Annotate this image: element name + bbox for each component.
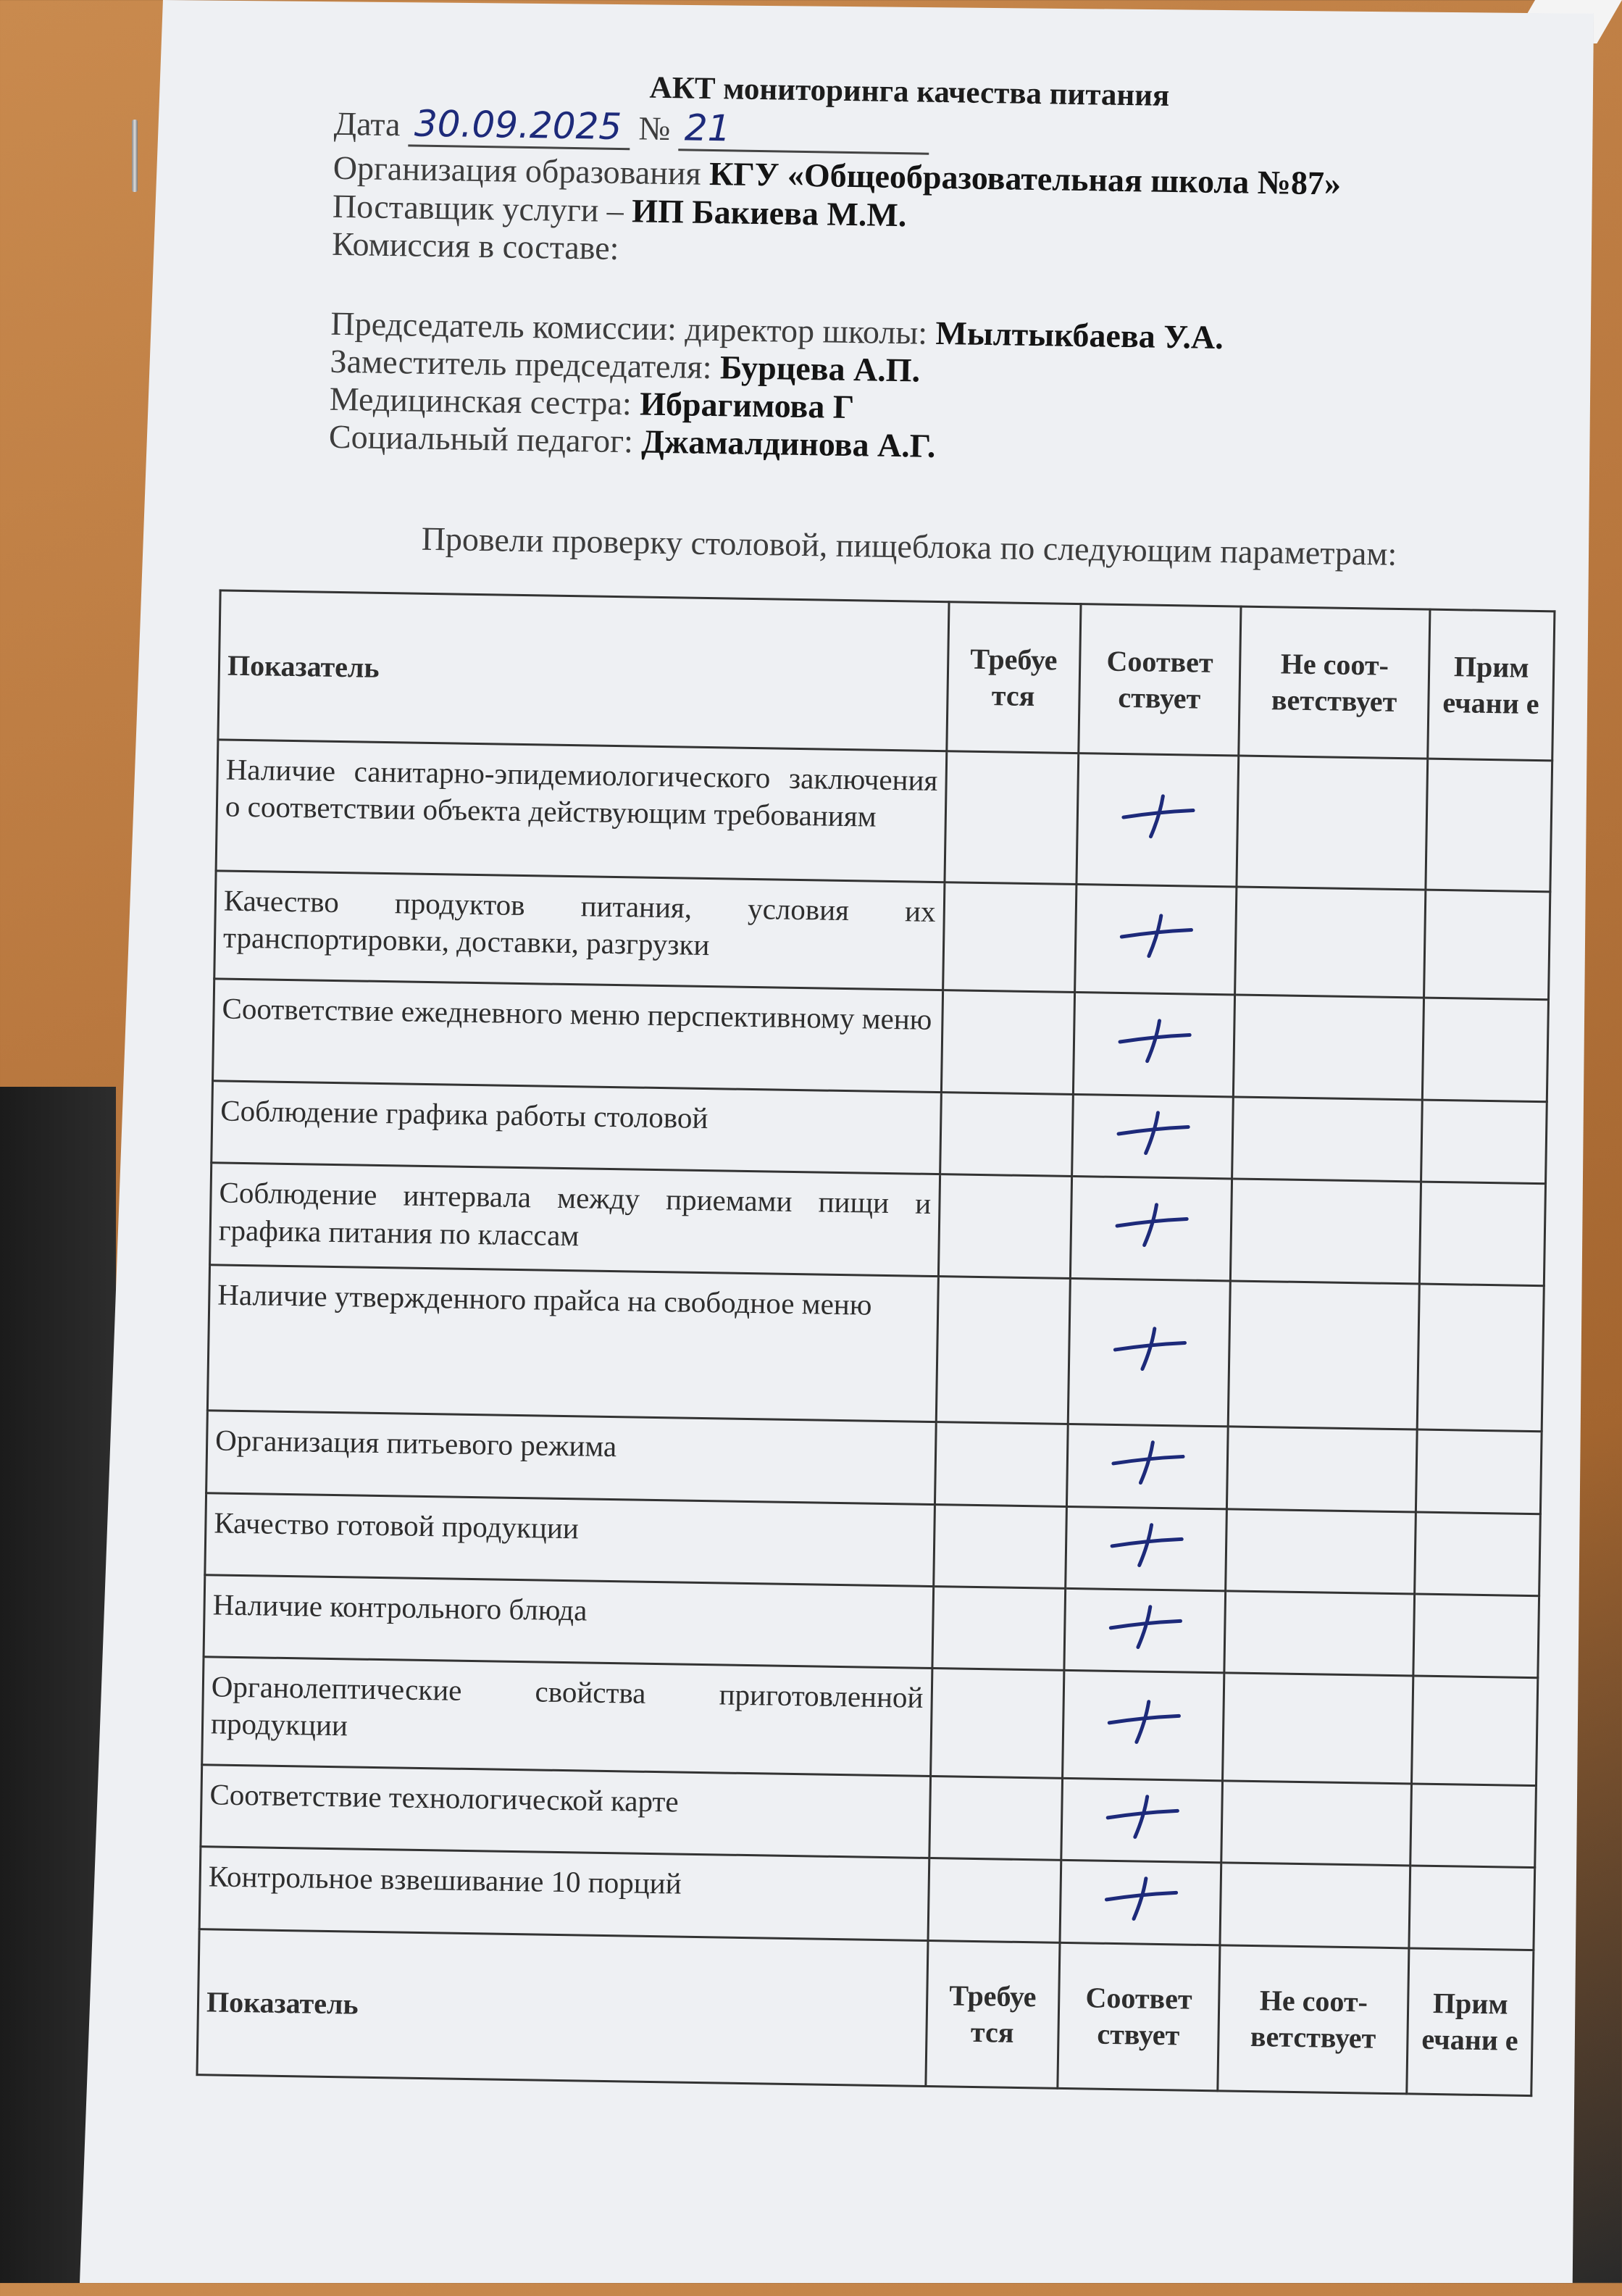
number-label: №: [638, 109, 671, 148]
handwritten-plus-mark: [1117, 814, 1197, 848]
handwritten-plus-mark: [1112, 1130, 1192, 1165]
row-required-cell: [945, 751, 1079, 885]
row-not-complies-cell: [1232, 1097, 1423, 1182]
social-value: Джамалдинова А.Г.: [641, 422, 936, 464]
table-row: [207, 1265, 1544, 1432]
table-row: [216, 740, 1552, 892]
row-note-cell: [1424, 890, 1550, 1000]
row-not-complies-cell: [1226, 1508, 1416, 1593]
row-note-cell: [1409, 1866, 1535, 1950]
commission-line: [332, 225, 619, 267]
row-indicator-label: Качество готовой продукции: [205, 1493, 935, 1586]
row-not-complies-cell: [1228, 1281, 1419, 1429]
row-indicator-label: Наличие санитарно-эпидемиологического заключения о соответствии объекта действующим требованиям: [216, 740, 946, 882]
row-note-cell: [1423, 998, 1549, 1102]
criteria-table: [196, 589, 1555, 2096]
handwritten-plus-mark: [1105, 1542, 1186, 1577]
row-complies-cell: [1063, 1588, 1225, 1673]
handwritten-plus-mark: [1101, 1814, 1182, 1849]
handwritten-plus-mark: [1111, 1222, 1191, 1257]
social-label: Социальный педагог:: [328, 417, 634, 460]
number-value: 21: [678, 107, 929, 154]
intro-text: Провели проверку столовой, пищеблока по следующим параметрам:: [421, 519, 1397, 572]
row-complies-cell: [1065, 1506, 1226, 1591]
row-not-complies-cell: [1235, 887, 1426, 998]
header-note: Прим ечани е: [1428, 609, 1555, 761]
handwritten-plus-mark: [1103, 1719, 1183, 1754]
document-title: АКТ мониторинга качества питания: [649, 70, 1170, 113]
row-note-cell: [1415, 1511, 1541, 1595]
row-complies-cell: [1066, 1424, 1228, 1509]
row-required-cell: [936, 1277, 1070, 1424]
handwritten-plus-mark: [1115, 933, 1195, 968]
row-indicator-label: Контрольное взвешивание 10 порций: [199, 1847, 929, 1940]
row-not-complies-cell: [1237, 756, 1428, 890]
date-line: [333, 101, 929, 155]
supplier-label: Поставщик услуги –: [332, 187, 624, 230]
row-indicator-label: Наличие утвержденного прайса на свободное меню: [207, 1265, 938, 1422]
row-indicator-label: Качество продуктов питания, условия их транспортировки, доставки, разгрузки: [214, 871, 945, 990]
row-required-cell: [933, 1504, 1066, 1588]
row-required-cell: [929, 1777, 1062, 1861]
header-required: Требуе тся: [946, 602, 1080, 753]
row-complies-cell: [1076, 753, 1238, 887]
row-complies-cell: [1062, 1670, 1224, 1780]
table-row: [214, 871, 1550, 1000]
footer-header-complies: Соответ ствует: [1057, 1942, 1220, 2090]
org-value: КГУ «Общеобразовательная школа №87»: [708, 154, 1342, 202]
org-label: Организация образования: [333, 149, 702, 192]
row-note-cell: [1413, 1594, 1539, 1678]
chair-label: Председатель комиссии: директор школы:: [330, 304, 928, 351]
footer-header-required: Требуе тся: [926, 1940, 1060, 2088]
row-not-complies-cell: [1224, 1591, 1415, 1676]
row-required-cell: [930, 1669, 1063, 1779]
chair-value: Мылтыкбаева У.А.: [935, 314, 1224, 356]
row-indicator-label: Соблюдение графика работы столовой: [212, 1081, 941, 1174]
date-label: Дата: [333, 104, 401, 143]
row-note-cell: [1417, 1284, 1544, 1432]
row-note-cell: [1416, 1429, 1542, 1514]
row-complies-cell: [1074, 885, 1237, 995]
row-note-cell: [1426, 759, 1552, 892]
row-not-complies-cell: [1227, 1427, 1418, 1511]
handwritten-plus-mark: [1104, 1624, 1184, 1659]
row-note-cell: [1421, 1100, 1547, 1184]
row-indicator-label: Органолептические свойства приготовленной продукции: [202, 1657, 932, 1777]
row-required-cell: [935, 1422, 1068, 1506]
handwritten-plus-mark: [1100, 1896, 1181, 1931]
row-indicator-label: Соответствие ежедневного меню перспективному меню: [213, 979, 943, 1093]
row-complies-cell: [1061, 1778, 1222, 1863]
handwritten-plus-mark: [1109, 1346, 1190, 1381]
row-required-cell: [938, 1174, 1071, 1279]
date-value: 30.09.2025: [409, 102, 631, 150]
footer-header-not-complies: Не соот-ветствует: [1218, 1945, 1409, 2093]
nurse-value: Ибрагимова Г: [639, 385, 855, 426]
table-footer-header-row: [197, 1929, 1534, 2095]
row-indicator-label: Наличие контрольного блюда: [204, 1574, 933, 1668]
row-required-cell: [940, 1093, 1073, 1177]
handwritten-plus-mark: [1107, 1460, 1187, 1495]
table-header-row: [218, 590, 1555, 761]
row-required-cell: [942, 882, 1076, 993]
footer-header-indicator: Показатель: [197, 1929, 928, 2086]
supplier-value: ИП Бакиева М.М.: [631, 192, 907, 234]
row-complies-cell: [1070, 1177, 1232, 1281]
row-not-complies-cell: [1230, 1179, 1421, 1284]
table-row: [202, 1657, 1538, 1786]
row-complies-cell: [1068, 1279, 1231, 1427]
row-complies-cell: [1073, 993, 1235, 1097]
row-required-cell: [941, 990, 1074, 1095]
nurse-label: Медицинская сестра:: [329, 380, 632, 422]
row-indicator-label: Организация питьевого режима: [206, 1411, 936, 1504]
row-complies-cell: [1071, 1094, 1233, 1179]
header-not-complies: Не соот-ветствует: [1239, 606, 1430, 759]
row-note-cell: [1420, 1182, 1546, 1286]
row-not-complies-cell: [1221, 1781, 1412, 1866]
row-indicator-label: Соблюдение интервала между приемами пищи и графика питания по классам: [210, 1163, 940, 1277]
row-note-cell: [1410, 1784, 1537, 1868]
row-required-cell: [932, 1586, 1066, 1670]
row-indicator-label: Соответствие технологической карте: [201, 1765, 930, 1858]
deputy-value: Бурцева А.П.: [719, 348, 921, 389]
row-not-complies-cell: [1223, 1673, 1413, 1784]
row-complies-cell: [1060, 1861, 1221, 1945]
row-note-cell: [1412, 1676, 1538, 1786]
header-indicator: Показатель: [218, 590, 949, 751]
row-not-complies-cell: [1220, 1863, 1410, 1948]
commission-label: Комиссия в составе:: [331, 225, 619, 267]
header-complies: Соответ ствует: [1078, 604, 1241, 756]
row-required-cell: [928, 1858, 1061, 1942]
deputy-label: Заместитель председателя:: [330, 342, 712, 386]
footer-header-note: Прим ечани е: [1407, 1948, 1534, 2095]
row-not-complies-cell: [1233, 995, 1424, 1100]
handwritten-plus-mark: [1113, 1038, 1194, 1073]
